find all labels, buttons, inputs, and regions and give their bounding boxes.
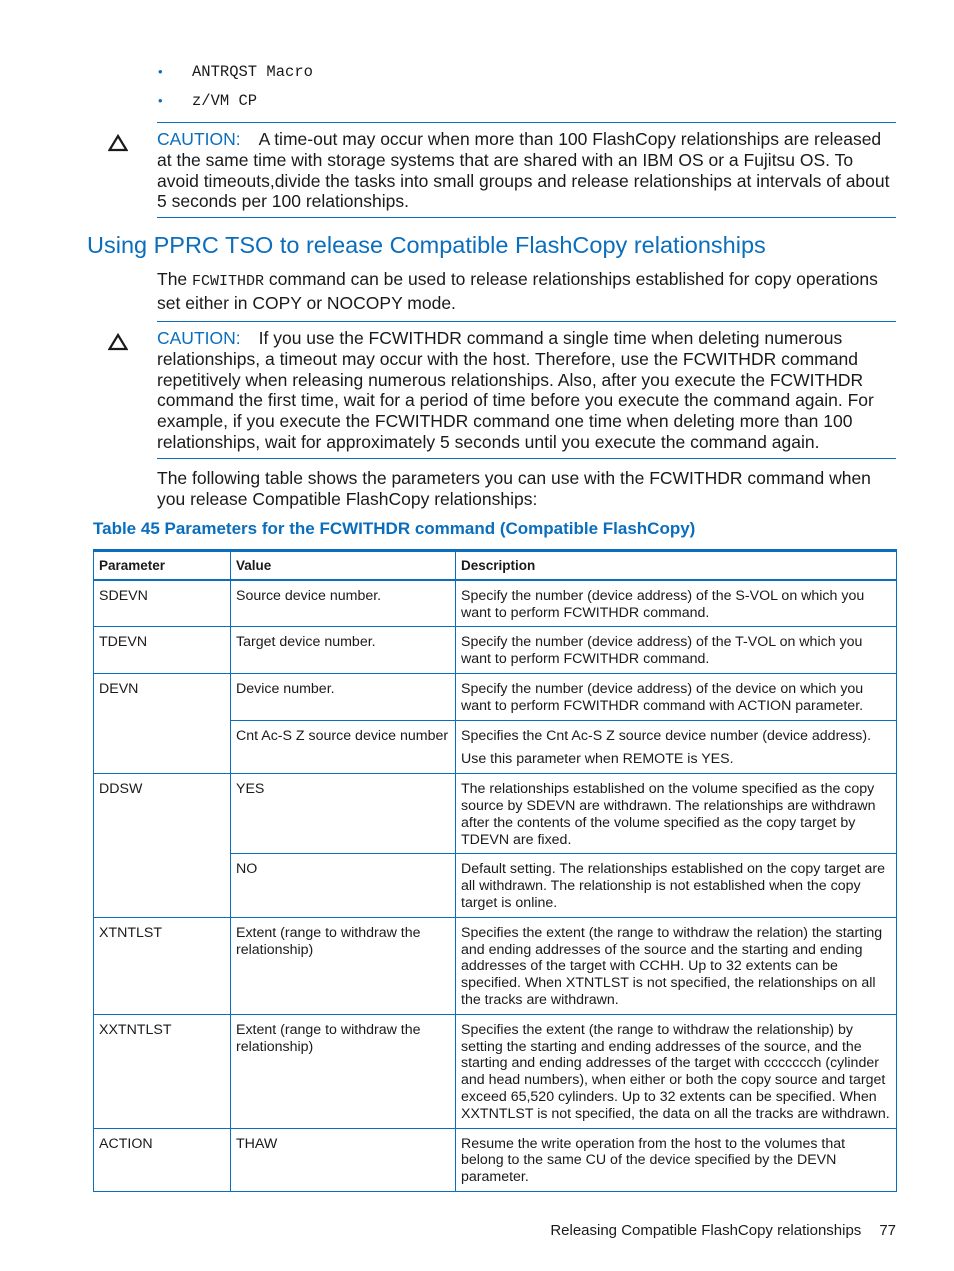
description-cell: Specify the number (device address) of the device on which you want to perform FCWITHDR command with ACTION parameter. (456, 673, 897, 720)
description-cell: Specify the number (device address) of the T-VOL on which you want to perform FCWITHDR command. (456, 627, 897, 674)
param-cell: XXTNTLST (94, 1014, 231, 1128)
description-cell: Specifies the extent (the range to withdraw the relation) the starting and ending addresses of the source and the starting and ending addresses of the target with CCHH. Up to 32 extents can be specified. When XTNTLST is not specified, the relationships on all the tracks are withdrawn. (456, 917, 897, 1014)
value-cell: Extent (range to withdraw the relationship) (231, 1014, 456, 1128)
table-row (94, 673, 897, 720)
warning-triangle-icon (108, 333, 128, 351)
param-cell: SDEVN (94, 580, 231, 627)
section-title: Using PPRC TSO to release Compatible FlashCopy relationships (87, 232, 766, 258)
table-row (94, 627, 897, 674)
caution-text: If you use the FCWITHDR command a single time when deleting numerous relationships, a timeout may occur with the host. Therefore, use the FCWITHDR command repetitively when releasing numerous relationships. Also, after you execute the FCWITHDR command the first time, wait for a period of time before you execute the command again. For example, if you execute the FCWITHDR command one time when deleting more than 100 relationships, wait for approximately 5 seconds until you execute the command again. (157, 328, 874, 452)
column-header-parameter: Parameter (94, 551, 231, 580)
list-item: • ANTRQST Macro (156, 60, 756, 89)
description-cell: Resume the write operation from the host to the volumes that belong to the same CU of the device specified by the DEVN parameter. (456, 1128, 897, 1191)
value-cell: YES (231, 774, 456, 854)
param-cell: TDEVN (94, 627, 231, 674)
value-cell: Cnt Ac-S Z source device number (231, 720, 456, 774)
caution-label: CAUTION: (157, 129, 241, 149)
value-cell: Source device number. (231, 580, 456, 627)
column-header-value: Value (231, 551, 456, 580)
warning-triangle-icon (108, 134, 128, 152)
command-code: FCWITHDR (192, 273, 265, 290)
description-cell: Specify the number (device address) of the S-VOL on which you want to perform FCWITHDR command. (456, 580, 897, 627)
table-row (94, 917, 897, 1014)
bullet-icon: • (158, 93, 163, 108)
bullet-icon: • (158, 64, 163, 79)
page-number: 77 (879, 1222, 896, 1239)
parameters-table (93, 549, 897, 1192)
footer-title: Releasing Compatible FlashCopy relationships (550, 1222, 862, 1239)
table-caption: Table 45 Parameters for the FCWITHDR command (Compatible FlashCopy) (93, 519, 696, 538)
table-row (94, 580, 897, 627)
value-cell: Extent (range to withdraw the relationship) (231, 917, 456, 1014)
table-header-row (94, 551, 897, 580)
table-row (94, 1128, 897, 1191)
caution-label: CAUTION: (157, 328, 241, 348)
value-cell: Device number. (231, 673, 456, 720)
value-cell: Target device number. (231, 627, 456, 674)
description-cell: Specifies the Cnt Ac-S Z source device number (device address). Use this parameter when REMOTE is YES. (456, 720, 897, 774)
list-item: • z/VM CP (156, 89, 756, 118)
bullet-list (156, 60, 756, 118)
param-cell: DEVN (94, 673, 231, 773)
table-intro-paragraph: The following table shows the parameters you can use with the FCWITHDR command when you release Compatible FlashCopy relationships: (157, 468, 871, 509)
table-row (94, 1014, 897, 1128)
param-cell: XTNTLST (94, 917, 231, 1014)
value-cell: NO (231, 854, 456, 917)
param-cell: ACTION (94, 1128, 231, 1191)
description-cell: The relationships established on the volume specified as the copy source by SDEVN are withdrawn. The relationships are withdrawn after the contents of the volume specified as the copy target by TDEVN are fixed. (456, 774, 897, 854)
description-cell: Default setting. The relationships established on the copy target are all withdrawn. The relationship is not established when the copy target is online. (456, 854, 897, 917)
intro-paragraph: The FCWITHDR command can be used to release relationships established for copy operations set either in COPY or NOCOPY mode. (157, 269, 878, 313)
caution-box-fcwithdr (157, 321, 896, 459)
description-cell: Specifies the extent (the range to withdraw the relationship) by setting the starting and ending addresses of the source, and the starting and ending addresses of the target with ccccccch (cylinder and head numbers), when either or both the copy source and target exceed 65,520 cylinders. Up to 32 extents can be specified. When XXTNTLST is not specified, the data on all the tracks are withdrawn. (456, 1014, 897, 1128)
page-footer (550, 1222, 896, 1239)
caution-text: A time-out may occur when more than 100 FlashCopy relationships are released at the same time with storage systems that are shared with an IBM OS or a Fujitsu OS. To avoid timeouts,divide the tasks into small groups and release relationships at intervals of about 5 seconds per 100 relationships. (157, 129, 890, 212)
column-header-description: Description (456, 551, 897, 580)
table-row (94, 774, 897, 854)
value-cell: THAW (231, 1128, 456, 1191)
caution-box-timeout (157, 122, 896, 218)
param-cell: DDSW (94, 774, 231, 918)
